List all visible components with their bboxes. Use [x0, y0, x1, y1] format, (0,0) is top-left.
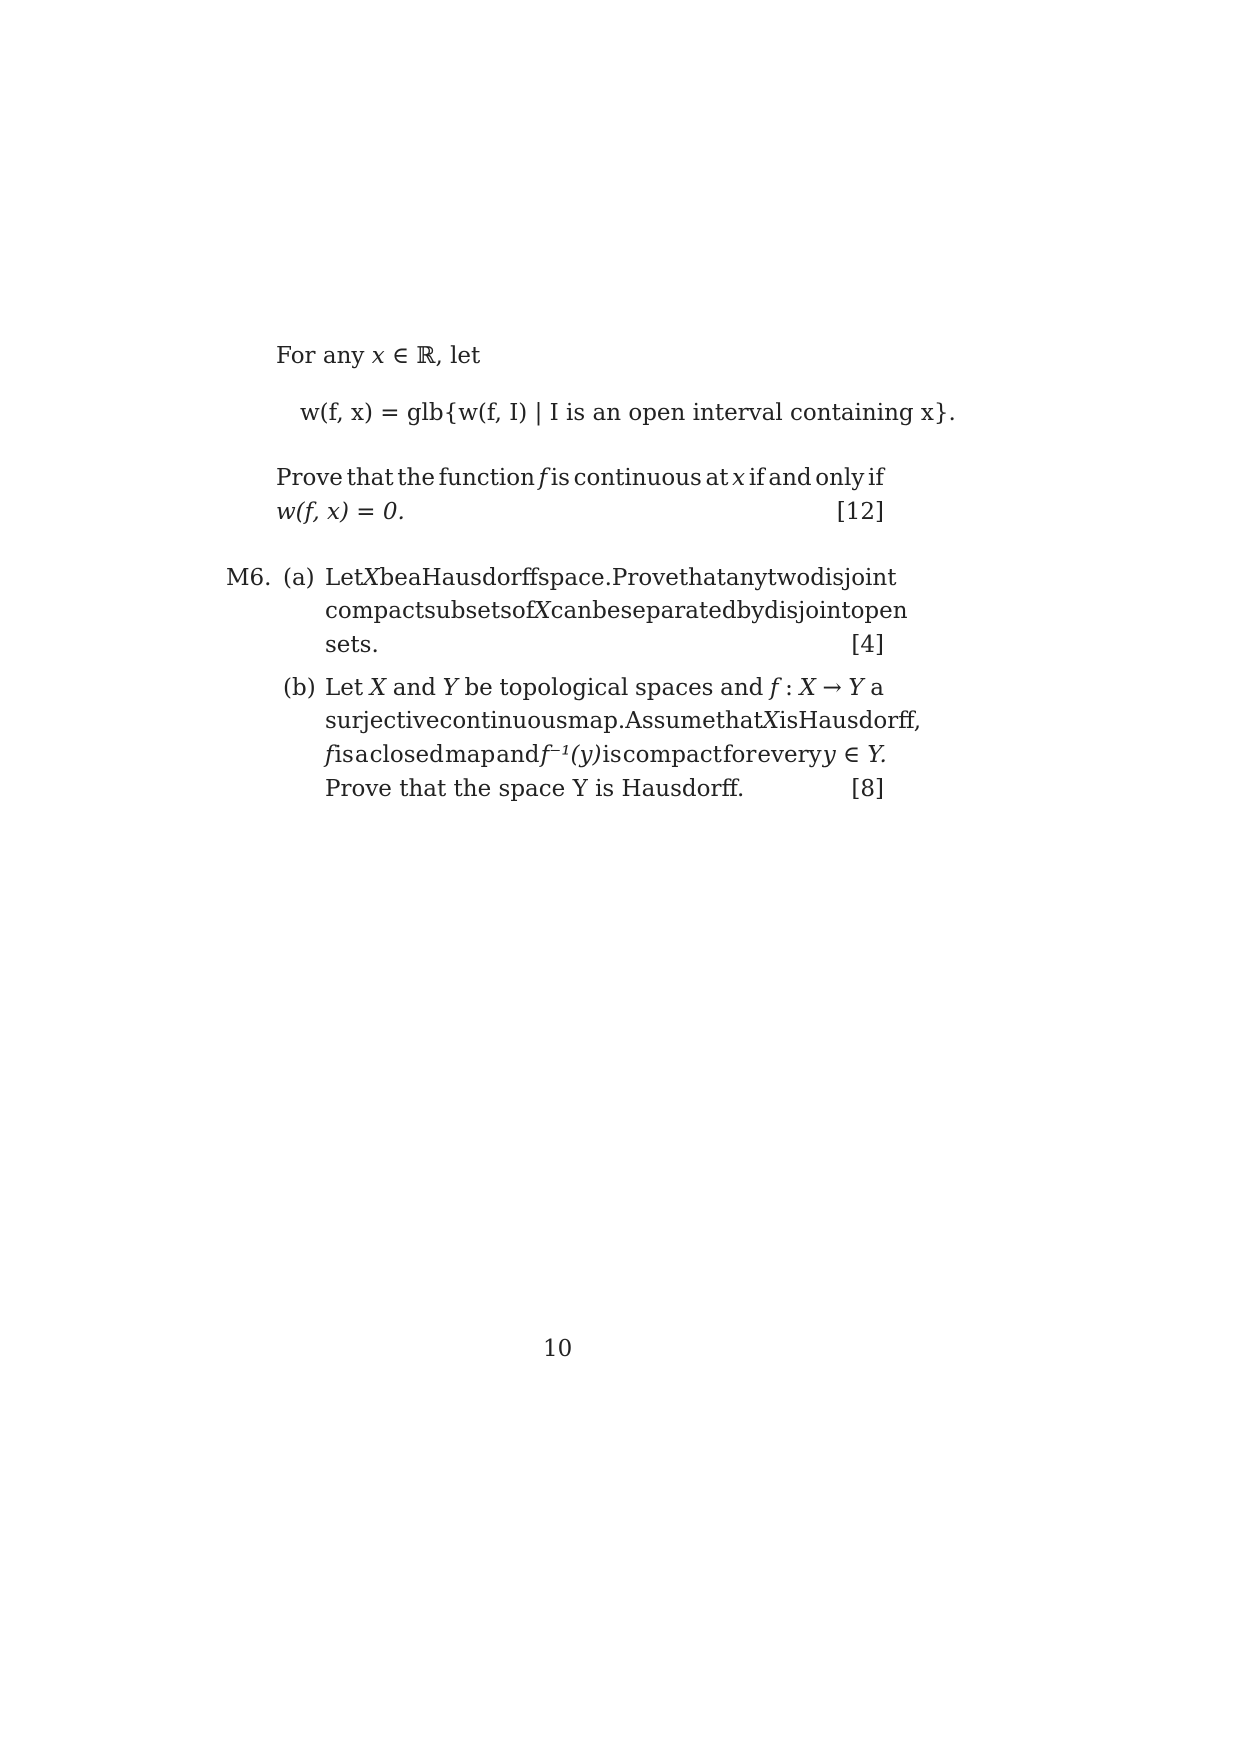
w: and [392, 675, 437, 701]
continuity-line-1 [276, 465, 884, 491]
w: f [325, 742, 334, 768]
w: if [748, 465, 765, 491]
w: map. [567, 708, 626, 734]
part-b-label [283, 675, 316, 701]
w: every [757, 742, 822, 768]
w: be [592, 598, 621, 624]
part-b-line-2 [325, 708, 922, 734]
w: is [334, 742, 354, 768]
page-number [543, 1336, 572, 1362]
part-b-line-4 [325, 776, 744, 802]
part-b-marks [851, 776, 884, 802]
part-a-line-1 [325, 565, 897, 591]
w: be [379, 565, 408, 591]
w: Assume [625, 708, 716, 734]
w: subsets [424, 598, 512, 624]
w: spaces [634, 675, 714, 701]
w: is [550, 465, 570, 491]
w: be [464, 675, 493, 701]
w: and [768, 465, 812, 491]
w: X [799, 675, 816, 701]
w: Y [442, 675, 458, 701]
w: a [407, 565, 422, 591]
formula-text: w(f, x) = glb{w(f, I) | I is an open interval containing x}. [300, 400, 956, 426]
part-b-line-1 [325, 675, 884, 701]
w: x [732, 465, 746, 491]
w: topological [499, 675, 629, 701]
intro-in-symbol: ∈ [391, 343, 410, 369]
w: closed [369, 742, 444, 768]
w: Y [848, 675, 864, 701]
w: of [511, 598, 535, 624]
w: Let [325, 675, 364, 701]
part-b-line-4-text: Prove that the space Y is Hausdorff. [325, 776, 745, 802]
marks-8: [8] [851, 776, 884, 802]
w: Hausdorff [421, 565, 538, 591]
intro-suffix: , let [435, 343, 481, 369]
question-number-text: M6. [226, 565, 272, 591]
part-b-label-text: (b) [283, 675, 316, 701]
w: two [767, 565, 811, 591]
w: Prove [276, 465, 343, 491]
intro-prefix: For any [276, 343, 372, 369]
w: by [736, 598, 765, 624]
w: for [722, 742, 757, 768]
w: : [785, 675, 793, 701]
continuity-marks [837, 499, 884, 525]
intro-reals: ℝ [416, 343, 436, 369]
w: compact [622, 742, 722, 768]
w: and [496, 742, 540, 768]
w: → [822, 675, 842, 701]
w: compact [325, 598, 425, 624]
w: f [538, 465, 548, 491]
w: f⁻¹(y) [540, 742, 602, 768]
w: that [678, 565, 726, 591]
part-a-marks [851, 632, 884, 658]
part-a-line-3-text: sets. [325, 632, 379, 658]
w: function [438, 465, 535, 491]
w: disjoint [764, 598, 851, 624]
w: space. [537, 565, 612, 591]
marks-4: [4] [851, 632, 884, 658]
part-a-label [283, 565, 315, 591]
w: and [720, 675, 764, 701]
continuity-equation: w(f, x) = 0. [276, 499, 405, 525]
w: can [550, 598, 593, 624]
w: the [397, 465, 435, 491]
w: open [850, 598, 908, 624]
w: Hausdorff, [798, 708, 922, 734]
display-formula [300, 400, 956, 426]
part-b-line-3 [325, 742, 887, 768]
w: X [369, 675, 387, 701]
w: map [444, 742, 496, 768]
w: X [762, 708, 780, 734]
w: y ∈ Y. [822, 742, 887, 768]
w: continuous [439, 708, 568, 734]
intro-line [276, 343, 480, 369]
intro-var-x: x [371, 343, 385, 369]
part-a-line-2 [325, 598, 908, 624]
question-number [226, 565, 272, 591]
w: separated [620, 598, 737, 624]
w: continuous [573, 465, 702, 491]
continuity-line-2 [276, 499, 405, 525]
page-number-text: 10 [543, 1336, 573, 1362]
w: Prove [611, 565, 679, 591]
part-a-label-text: (a) [283, 565, 315, 591]
w: that [346, 465, 394, 491]
w: disjoint [810, 565, 897, 591]
w: is [602, 742, 622, 768]
w: that [715, 708, 763, 734]
w: if [867, 465, 884, 491]
w: f [770, 675, 779, 701]
w: any [725, 565, 768, 591]
w: a [870, 675, 884, 701]
marks-12: [12] [836, 499, 884, 525]
w: X [363, 565, 380, 591]
w: at [705, 465, 729, 491]
w: is [779, 708, 799, 734]
w: only [815, 465, 865, 491]
w: a [354, 742, 369, 768]
w: Let [325, 565, 364, 591]
w: X [534, 598, 551, 624]
w: surjective [325, 708, 440, 734]
part-a-line-3 [325, 632, 379, 658]
